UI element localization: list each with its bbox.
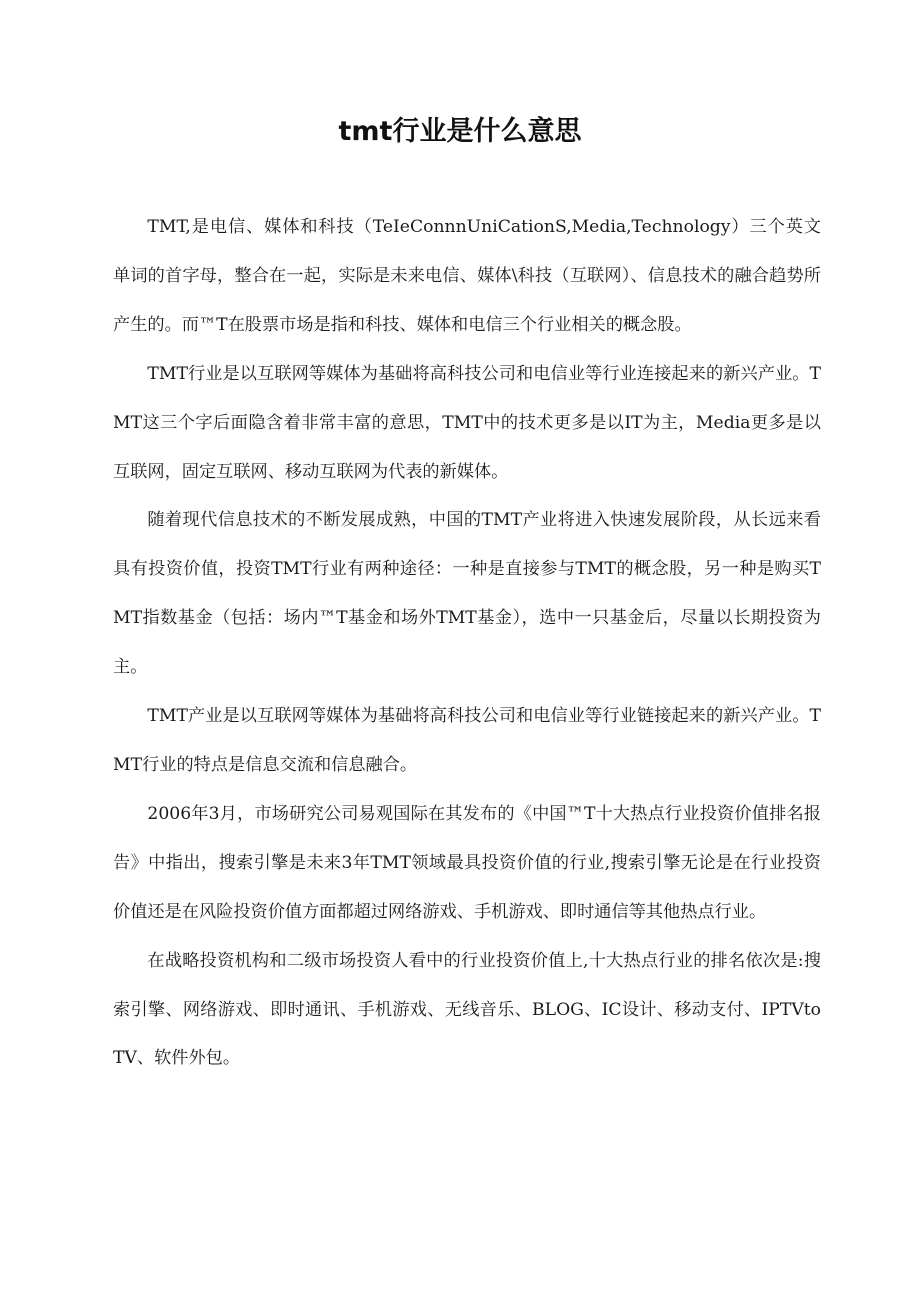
document-body: [113, 203, 821, 1083]
paragraph-tmt-industry: TMT行业是以互联网等媒体为基础将高科技公司和电信业等行业连接起来的新兴产业。TMT这三个字后面隐含着非常丰富的意思，TMT中的技术更多是以IT为主，Media更多是以互联网，固定互联网、移动互联网为代表的新媒体。: [113, 363, 821, 482]
paragraph-investment: 随着现代信息技术的不断发展成熟，中国的TMT产业将进入快速发展阶段，从长远来看具有投资价值，投资TMT行业有两种途径：一种是直接参与TMT的概念股，另一种是购买TMT指数基金（包括：场内™T基金和场外TMT基金），选中一只基金后，尽量以长期投资为主。: [113, 510, 821, 678]
paragraph-2006-report: 2006年3月，市场研究公司易观国际在其发布的《中国™T十大热点行业投资价值排名报告》中指出，搜索引擎是未来3年TMT领域最具投资价值的行业,搜索引擎无论是在行业投资价值还是在风险投资价值方面都超过网络游戏、手机游戏、即时通信等其他热点行业。: [113, 803, 821, 922]
paragraph-industry-features: TMT产业是以互联网等媒体为基础将高科技公司和电信业等行业链接起来的新兴产业。TMT行业的特点是信息交流和信息融合。: [113, 706, 821, 775]
paragraph-hot-industries-ranking: 在战略投资机构和二级市场投资人看中的行业投资价值上,十大热点行业的排名依次是:搜索引擎、网络游戏、即时通讯、手机游戏、无线音乐、BLOG、IC设计、移动支付、IPTVtoTV、软件外包。: [113, 950, 821, 1069]
paragraph-tmt-definition: TMT,是电信、媒体和科技（TeIeConnnUniCationS,Media,Technology）三个英文单词的首字母，整合在一起，实际是未来电信、媒体\科技（互联网）、信息技术的融合趋势所产生的。而™T在股票市场是指和科技、媒体和电信三个行业相关的概念股。: [113, 217, 821, 335]
document-title: tmt行业是什么意思: [338, 116, 582, 147]
